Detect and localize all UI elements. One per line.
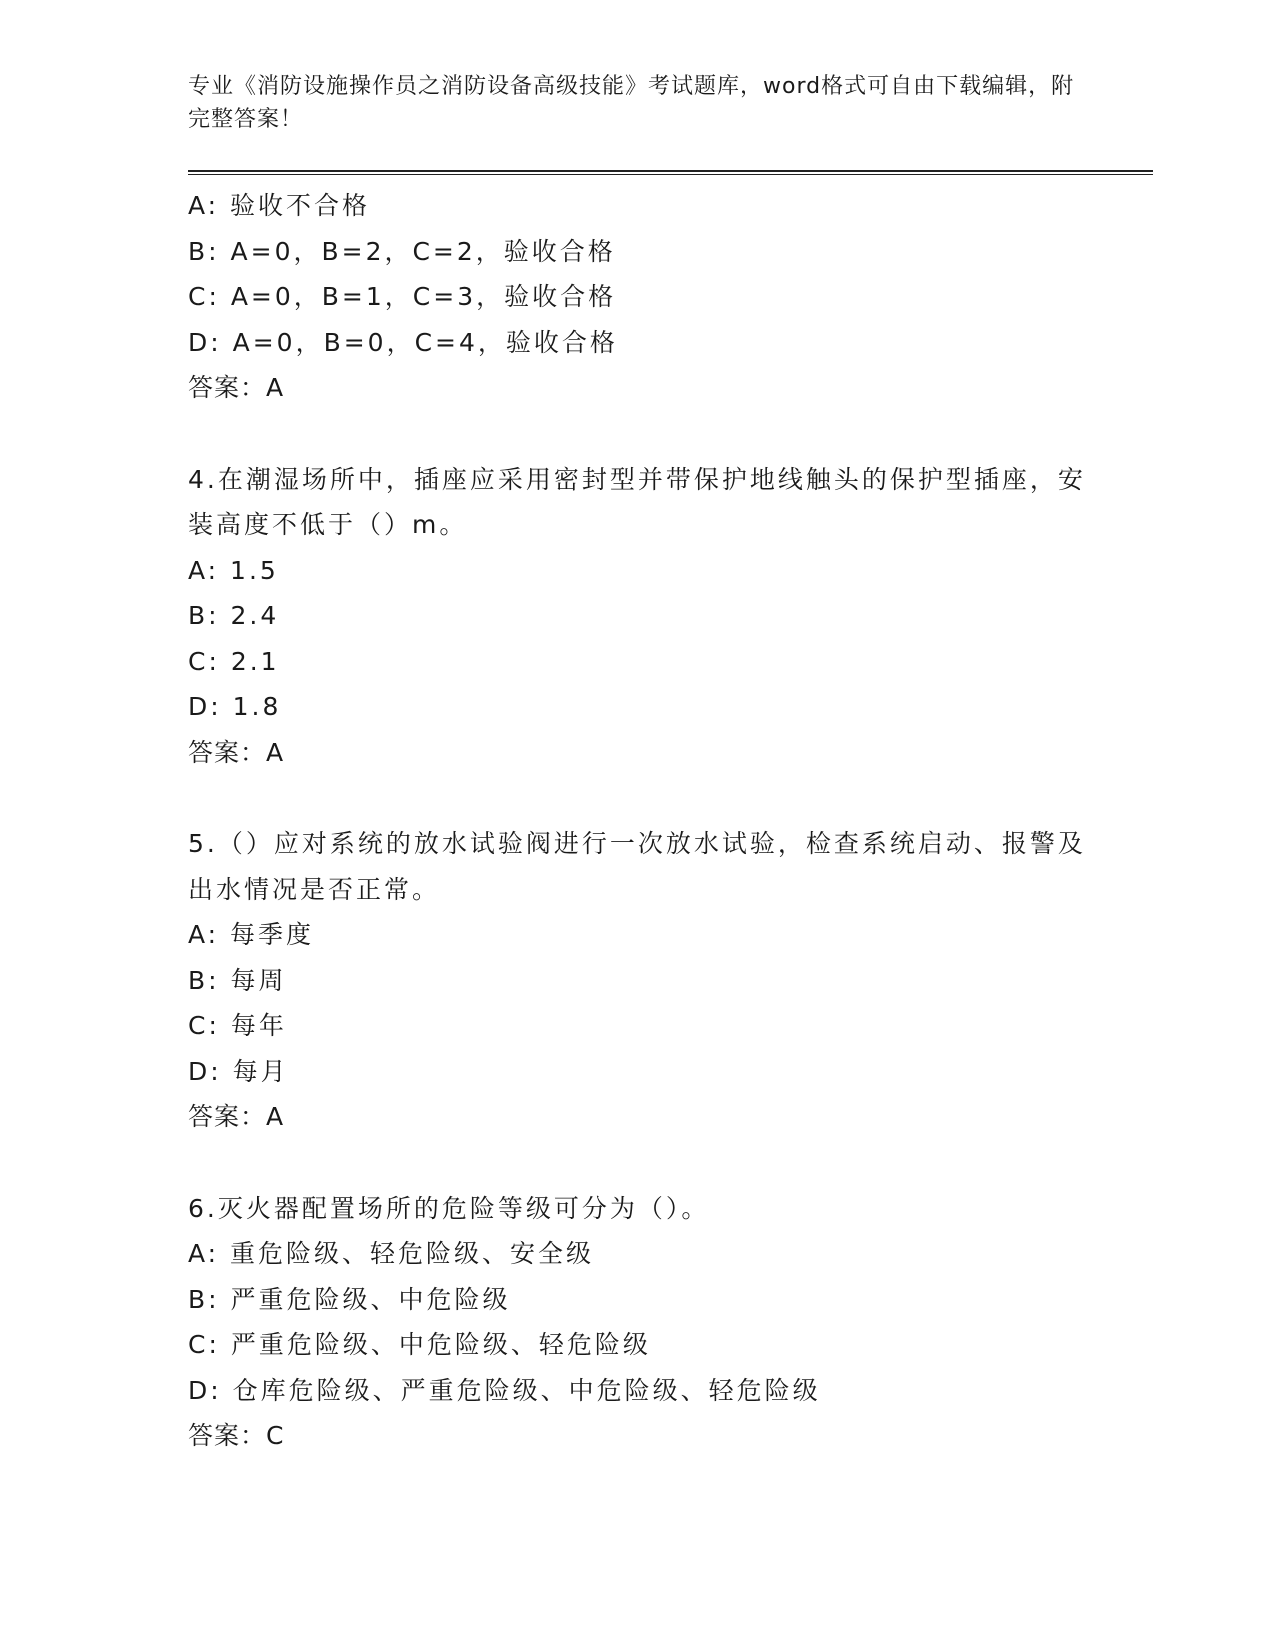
option-b: B: 2.4 bbox=[188, 601, 280, 630]
option-a: A: 每季度 bbox=[188, 920, 315, 949]
question-stem: 6.灭火器配置场所的危险等级可分为（）。 bbox=[188, 1193, 710, 1223]
option-c: C: 2.1 bbox=[188, 646, 280, 676]
document-page bbox=[188, 70, 1153, 1459]
question-5 bbox=[188, 821, 1153, 1140]
answer: 答案：A bbox=[188, 373, 285, 402]
option-b: B: 每周 bbox=[188, 965, 287, 995]
option-c: C: A=0，B=1，C=3，验收合格 bbox=[188, 282, 617, 311]
option-d: D: 每月 bbox=[188, 1056, 289, 1086]
answer: 答案：A bbox=[188, 1102, 285, 1131]
answer: 答案：C bbox=[188, 1421, 285, 1450]
option-b: B: 严重危险级、中危险级 bbox=[188, 1284, 511, 1314]
header-divider bbox=[188, 170, 1153, 175]
question-4 bbox=[188, 457, 1153, 776]
option-a: A: 重危险级、轻危险级、安全级 bbox=[188, 1239, 595, 1268]
option-c: C: 每年 bbox=[188, 1011, 287, 1040]
option-b: B: A=0，B=2，C=2，验收合格 bbox=[188, 236, 616, 266]
document-header: 专业《消防设施操作员之消防设备高级技能》考试题库，word格式可自由下载编辑，附完整答案！ bbox=[188, 74, 1075, 132]
answer: 答案：A bbox=[188, 737, 285, 767]
option-a: A: 1.5 bbox=[188, 555, 279, 585]
option-d: D: A=0，B=0，C=4，验收合格 bbox=[188, 327, 618, 357]
option-d: D: 仓库危险级、严重危险级、中危险级、轻危险级 bbox=[188, 1375, 821, 1405]
question-6 bbox=[188, 1186, 1153, 1459]
option-d: D: 1.8 bbox=[188, 692, 282, 721]
option-a: A: 验收不合格 bbox=[188, 191, 371, 220]
question-3 bbox=[188, 183, 1153, 411]
option-c: C: 严重危险级、中危险级、轻危险级 bbox=[188, 1330, 651, 1359]
question-stem: 5.（）应对系统的放水试验阀进行一次放水试验，检查系统启动、报警及出水情况是否正常。 bbox=[188, 829, 1086, 904]
question-stem: 4.在潮湿场所中，插座应采用密封型并带保护地线触头的保护型插座，安装高度不低于（）m。 bbox=[188, 464, 1086, 539]
